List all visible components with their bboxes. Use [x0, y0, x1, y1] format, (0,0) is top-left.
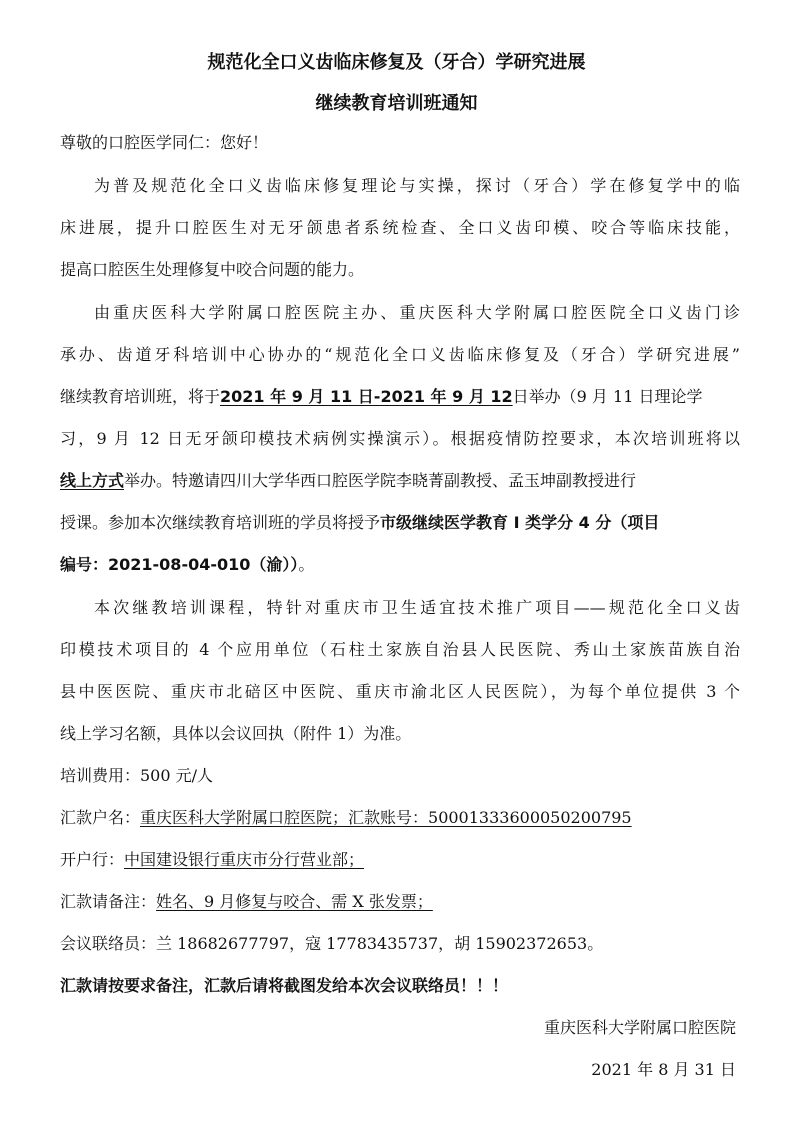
para2-line7-b: 。: [298, 555, 315, 574]
payee-label: 汇款户名：: [60, 808, 141, 827]
greeting: 尊敬的口腔医学同仁：您好！: [60, 133, 269, 152]
para2-line5-b: 举办。特邀请四川大学华西口腔医学院李晓菁副教授、孟玉坤副教授进行: [124, 471, 637, 490]
doc-title-line-2: 继续教育培训班通知: [315, 93, 478, 114]
para3-line4: 线上学习名额，具体以会议回执（附件 1）为准。: [60, 724, 412, 743]
remark-value: 姓名、9 月修复与咬合、需 X 张发票；: [156, 892, 433, 911]
para3-line1: 本次继教培训课程，特针对重庆市卫生适宜技术推广项目——规范化全口义齿: [94, 598, 740, 617]
credit-info-1: 市级继续医学教育 I 类学分 4 分（项目: [380, 513, 660, 532]
doc-title-line-1: 规范化全口义齿临床修复及（牙合）学研究进展: [207, 52, 586, 73]
para2-line5: [60, 469, 740, 493]
para2-line6: [60, 511, 740, 535]
credit-info-2: 编号：2021-08-04-010（渝））: [60, 555, 299, 574]
issue-date: 2021 年 8 月 31 日: [591, 1060, 736, 1079]
para2-line3: [60, 385, 740, 409]
para1-line3: 提高口腔医生处理修复中咬合问题的能力。: [60, 260, 365, 279]
para2-line3-b: 日举办（9 月 11 日理论学: [512, 387, 703, 406]
para1-line1: 为普及规范化全口义齿临床修复理论与实操，探讨（牙合）学在修复学中的临: [94, 176, 740, 195]
payee-line: [60, 806, 740, 830]
remark-label: 汇款请备注：: [60, 892, 157, 911]
para1-line2: 床进展，提升口腔医生对无牙颌患者系统检查、全口义齿印模、咬合等临床技能，: [60, 218, 740, 237]
online-mode: 线上方式: [60, 471, 125, 490]
bank-label: 开户行：: [60, 850, 125, 869]
payee-value: 重庆医科大学附属口腔医院；汇款账号：50001333600050200795: [140, 808, 632, 827]
para2-line1: 由重庆医科大学附属口腔医院主办、重庆医科大学附属口腔医院全口义齿门诊: [94, 303, 740, 322]
training-dates: 2021 年 9 月 11 日-2021 年 9 月 12: [220, 387, 513, 406]
contacts-line: 会议联络员：兰 18682677797，寇 17783435737，胡 15902372653。: [60, 934, 604, 953]
fee-line: 培训费用：500 元/人: [60, 766, 214, 785]
payment-notice: 汇款请按要求备注，汇款后请将截图发给本次会议联络员！！！: [60, 976, 509, 995]
para3-line3: 县中医医院、重庆市北碚区中医院、重庆市渝北区人民医院），为每个单位提供 3 个: [60, 682, 740, 701]
para3-line2: 印模技术项目的 4 个应用单位（石柱土家族自治县人民医院、秀山土家族苗族自治: [60, 640, 740, 659]
remark-line: [60, 890, 740, 914]
signature: 重庆医科大学附属口腔医院: [543, 1018, 736, 1037]
para2-line6-a: 授课。参加本次继续教育培训班的学员将授予: [60, 513, 381, 532]
para2-line2: 承办、齿道牙科培训中心协办的“规范化全口义齿临床修复及（牙合）学研究进展”: [60, 345, 740, 364]
bank-value: 中国建设银行重庆市分行营业部；: [124, 850, 365, 869]
para2-line4: 习，9 月 12 日无牙颌印模技术病例实操演示）。根据疫情防控要求，本次培训班将以: [60, 429, 740, 448]
bank-line: [60, 848, 740, 872]
para2-line7: [60, 553, 740, 577]
para2-line3-a: 继续教育培训班，将于: [60, 387, 221, 406]
